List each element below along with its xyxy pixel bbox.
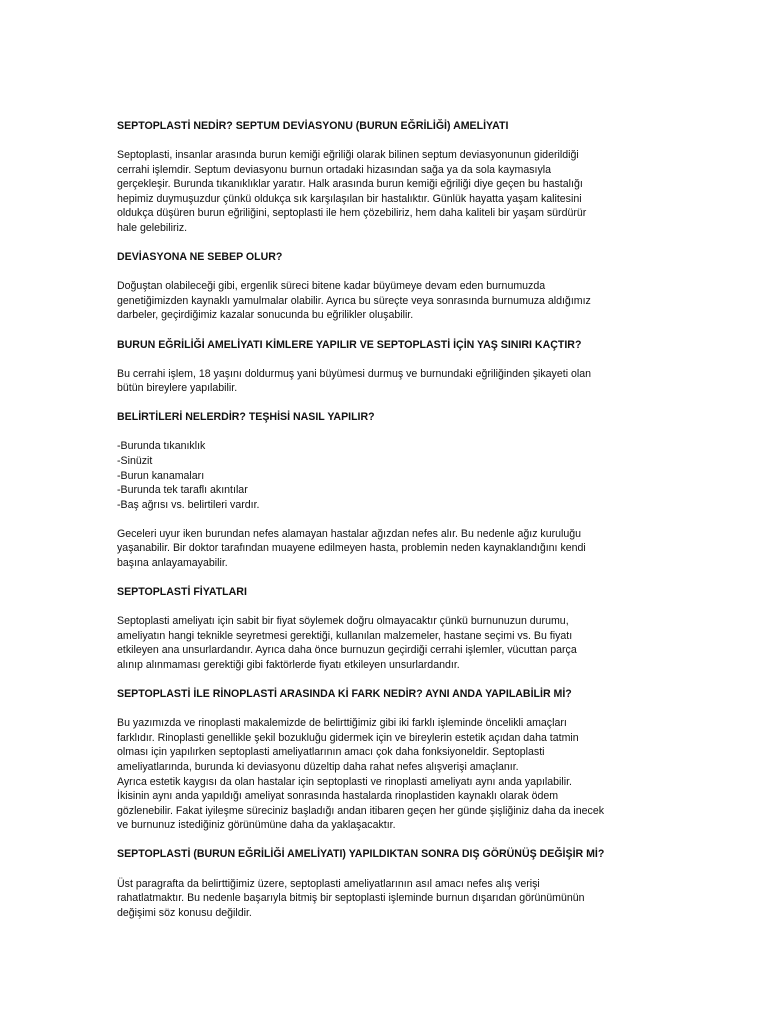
paragraph-line: ameliyatlarında, burunda ki deviasyonu düzeltip daha rahat nefes alışverişi amaçlanır. bbox=[117, 761, 519, 773]
paragraph-line: -Baş ağrısı vs. belirtileri vardır. bbox=[117, 498, 260, 511]
paragraph-line: olması için yapılırken septoplasti ameliyatlarının amacı çok daha fonksiyoneldir. Septoplasti bbox=[117, 746, 545, 759]
spacer bbox=[117, 134, 657, 149]
paragraph-line: genetiğimizden kaynaklı yamulmalar olabilir. Ayrıca bu süreçte veya sonrasında burnumuza aldığımız bbox=[117, 294, 591, 307]
spacer bbox=[117, 352, 657, 367]
spacer bbox=[117, 862, 657, 877]
paragraph-line: Bu yazımızda ve rinoplasti makalemizde de belirttiğimiz gibi iki farklı işleminde öncelikli amaçları bbox=[117, 717, 567, 730]
section-heading bbox=[117, 687, 657, 702]
spacer bbox=[117, 571, 657, 586]
paragraph-line: Geceleri uyur iken burundan nefes alamayan hastalar ağızdan nefes alır. Bu nedenle ağız kuruluğu bbox=[117, 527, 582, 540]
paragraph-line: farklıdır. Rinoplasti genellikle şekil bozukluğu gidermek için ve bireylerin estetik açıdan daha tatmin bbox=[117, 731, 579, 744]
spacer bbox=[117, 265, 657, 280]
paragraph bbox=[117, 614, 657, 672]
section-heading-text: SEPTOPLASTİ FİYATLARI bbox=[117, 586, 247, 599]
paragraph-line: yaşanabilir. Bir doktor tarafından muayene edilmeyen hasta, problemin neden kaynaklandığını kendi bbox=[117, 542, 586, 555]
paragraph-line: darbeler, geçirdiğimiz kazalar sonucunda bu eğrilikler oluşabilir. bbox=[117, 309, 414, 322]
paragraph bbox=[117, 877, 657, 921]
paragraph-line: rahatlatmaktır. Bu nedenle başarıyla bitmiş bir septoplasti işleminde burnun dışarıdan görünümünün bbox=[117, 892, 585, 905]
section-heading-text: SEPTOPLASTİ NEDİR? SEPTUM DEVİASYONU (BURUN EĞRİLİĞİ) AMELİYATI bbox=[117, 120, 509, 132]
section-heading bbox=[117, 585, 657, 600]
section-heading-text: DEVİASYONA NE SEBEP OLUR? bbox=[117, 251, 283, 264]
paragraph bbox=[117, 716, 657, 833]
section-heading bbox=[117, 847, 657, 862]
paragraph-line: Bu cerrahi işlem, 18 yaşını doldurmuş yani büyümesi durmuş ve burnundaki eğriliğinden şikayeti olan bbox=[117, 367, 592, 380]
spacer bbox=[117, 425, 657, 440]
paragraph-line: bütün bireylere yapılabilir. bbox=[117, 382, 238, 395]
document-page bbox=[117, 119, 657, 920]
paragraph-line: ameliyatın hangi teknikle seyretmesi gerektiği, kullanılan malzemeler, hastane seçimi vs. Bu fiyatı bbox=[117, 629, 573, 642]
paragraph-line: Ayrıca estetik kaygısı da olan hastalar için septoplasti ve rinoplasti ameliyatı aynı anda yapılabilir. bbox=[117, 775, 572, 788]
paragraph bbox=[117, 527, 657, 571]
paragraph-line: Üst paragrafta da belirttiğimiz üzere, septoplasti ameliyatlarının asıl amacı nefes alış verişi bbox=[117, 877, 540, 890]
paragraph bbox=[117, 367, 657, 396]
paragraph-line: oldukça düşüren burun eğriliğini, septoplasti ile hem çözebiliriz, hem daha kaliteli bir yaşam sürdürür bbox=[117, 207, 587, 220]
spacer bbox=[117, 323, 657, 338]
paragraph-line: ve burnunuz istediğiniz görünümüne daha da yaklaşacaktır. bbox=[117, 819, 396, 832]
paragraph-line: alınıp alınmaması gerektiği gibi faktörlerde fiyatı etkileyen unsurlardandır. bbox=[117, 659, 460, 672]
section-heading-text: SEPTOPLASTİ İLE RİNOPLASTİ ARASINDA Kİ FARK NEDİR? AYNI ANDA YAPILABİLİR Mİ? bbox=[117, 688, 572, 701]
section-heading bbox=[117, 338, 657, 353]
paragraph-line: -Sinüzit bbox=[117, 455, 153, 467]
spacer bbox=[117, 833, 657, 848]
section-heading-text: SEPTOPLASTİ (BURUN EĞRİLİĞİ AMELİYATI) YAPILDIKTAN SONRA DIŞ GÖRÜNÜŞ DEĞİŞİR Mİ? bbox=[117, 848, 605, 861]
section-heading bbox=[117, 250, 657, 265]
spacer bbox=[117, 702, 657, 717]
paragraph-line: etkileyen ana unsurlardandır. Ayrıca daha önce burnuzun geçirdiği cerrahi işlemler, vücuttan parça bbox=[117, 644, 577, 657]
section-heading-text: BELİRTİLERİ NELERDİR? TEŞHİSİ NASIL YAPILIR? bbox=[117, 411, 375, 424]
paragraph-line: -Burunda tek taraflı akıntılar bbox=[117, 484, 248, 497]
paragraph-line: -Burun kanamaları bbox=[117, 469, 205, 482]
paragraph-line: gözlenebilir. Fakat iyileşme süreciniz başladığı andan itibaren geçen her günde şişliğiniz daha da inecek bbox=[117, 804, 605, 817]
paragraph-line: değişimi söz konusu değildir. bbox=[117, 906, 252, 919]
paragraph-line: Doğuştan olabileceği gibi, ergenlik süreci bitene kadar büyümeye devam eden burnumuzda bbox=[117, 280, 546, 293]
section-heading-text: BURUN EĞRİLİĞİ AMELİYATI KİMLERE YAPILIR VE SEPTOPLASTİ İÇİN YAŞ SINIRI KAÇTIR? bbox=[117, 338, 582, 351]
spacer bbox=[117, 396, 657, 411]
spacer bbox=[117, 236, 657, 251]
paragraph-line: İkisinin aynı anda yapıldığı ameliyat sonrasında hastalarda rinoplastiden kaynaklı olarak ödem bbox=[117, 790, 559, 803]
paragraph bbox=[117, 439, 657, 512]
paragraph-line: hepimiz duymuşuzdur çünkü oldukça sık karşılaşılan bir hastalıktır. Günlük hayatta yaşam kalitesini bbox=[117, 192, 582, 205]
paragraph-line: Septoplasti ameliyatı için sabit bir fiyat söylemek doğru olmayacaktır çünkü burnunuzun durumu, bbox=[117, 615, 569, 628]
section-heading bbox=[117, 410, 657, 425]
paragraph-line: başına anlayamayabilir. bbox=[117, 557, 228, 570]
paragraph-line: -Burunda tıkanıklık bbox=[117, 440, 206, 453]
spacer bbox=[117, 512, 657, 527]
paragraph-line: gerçekleşir. Burunda tıkanıklıklar yaratır. Halk arasında burun kemiği eğriliği diye geçen bu hastalığı bbox=[117, 178, 583, 191]
paragraph-line: Septoplasti, insanlar arasında burun kemiği eğriliği olarak bilinen septum deviasyonunun giderildiği bbox=[117, 149, 579, 162]
spacer bbox=[117, 673, 657, 688]
spacer bbox=[117, 600, 657, 615]
paragraph bbox=[117, 279, 657, 323]
paragraph-line: hale gelebiliriz. bbox=[117, 222, 188, 235]
paragraph bbox=[117, 148, 657, 236]
paragraph-line: cerrahi işlemdir. Septum deviasyonu burnun ortadaki hizasından sağa ya da sola kaymasıyla bbox=[117, 163, 551, 176]
section-heading bbox=[117, 119, 657, 134]
